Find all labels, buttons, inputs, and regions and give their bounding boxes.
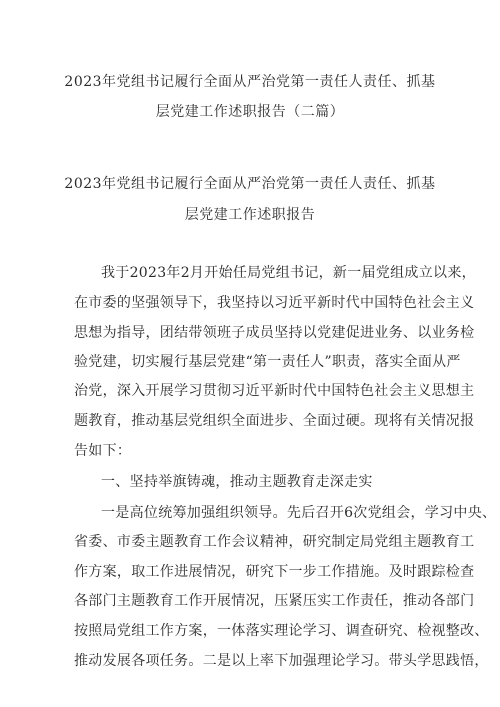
para2-line-5: 按照局党组工作方案，一体落实理论学习、调查研究、检视整改、 xyxy=(74,623,489,639)
para2-line-3: 作方案，取工作进展情况，研究下一步工作措施。及时跟踪检查 xyxy=(74,564,475,580)
para1-line-3: 思想为指导，团结带领班子成员坚持以党建促进业务、以业务检 xyxy=(74,325,475,341)
main-title-line-1: 2023年党组书记履行全面从严治党第一责任人责任、抓基 xyxy=(64,74,436,90)
para1-line-7: 告如下： xyxy=(74,443,132,459)
para1-line-5: 治党，深入开展学习贯彻习近平新时代中国特色社会主义思想主 xyxy=(74,383,475,399)
para1-line-1: 我于2023年2月开始任局党组书记，新一届党组成立以来， xyxy=(101,265,476,281)
sub-title-line-2: 层党建工作述职报告 xyxy=(184,207,316,223)
section1-heading: 一、坚持举旗铸魂，推动主题教育走深走实 xyxy=(101,474,373,490)
sub-title-line-1: 2023年党组书记履行全面从严治党第一责任人责任、抓基 xyxy=(64,176,436,192)
para2-line-2: 省委、市委主题教育工作会议精神，研究制定局党组主题教育工 xyxy=(74,534,475,550)
para2-line-6: 推动发展各项任务。二是以上率下加强理论学习。带头学思践悟， xyxy=(74,653,489,669)
para1-line-4: 验党建，切实履行基层党建“第一责任人”职责，落实全面从严 xyxy=(74,354,461,370)
main-title-line-2: 层党建工作述职报告（二篇） xyxy=(155,104,345,120)
para2-line-4: 各部门主题教育工作开展情况，压紧压实工作责任，推动各部门 xyxy=(74,593,475,609)
para1-line-6: 题教育，推动基层党组织全面进步、全面过硬。现将有关情况报 xyxy=(74,413,475,429)
para2-line-1: 一是高位统筹加强组织领导。先后召开6次党组会，学习中央、 xyxy=(101,505,497,521)
para1-line-2: 在市委的坚强领导下，我坚持以习近平新时代中国特色社会主义 xyxy=(74,295,475,311)
